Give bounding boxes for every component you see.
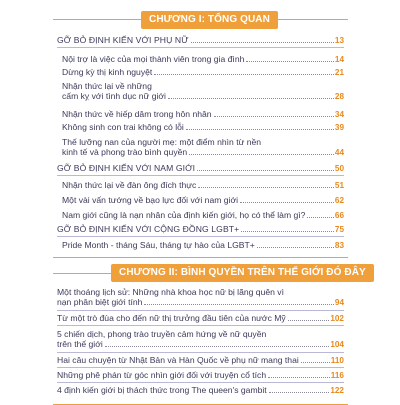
toc-entry-label: Dừng kỳ thị kinh nguyệt [62, 67, 153, 77]
dot-leader [154, 74, 334, 75]
toc-entry-label: Những phê phán từ góc nhìn giới đối với truyện cổ tích [57, 370, 267, 380]
toc-entry-label: GỠ BỎ ĐỊNH KIẾN VỚI PHỤ NỮ [57, 35, 189, 45]
toc-entry[interactable] [62, 67, 344, 77]
toc-entry[interactable] [62, 180, 344, 190]
toc-entry[interactable] [62, 109, 344, 119]
page-number: 39 [334, 123, 344, 132]
dot-leader [241, 231, 334, 232]
toc-entry-label: GỠ BỎ ĐỊNH KIẾN VỚI NAM GIỚI [57, 163, 196, 173]
page-number: 51 [334, 181, 344, 190]
page-number: 21 [334, 68, 344, 77]
toc-entry-label-line-2: nạn phân biệt giới tính [57, 297, 143, 307]
toc-entry-label: Từ một trò đùa cho đến nữ thị trưởng đầu tiên của nước Mỹ [57, 313, 286, 323]
dot-leader [240, 202, 334, 203]
page-number: 110 [330, 356, 344, 365]
page-number: 14 [334, 55, 344, 64]
dot-leader [268, 377, 330, 378]
toc-entry[interactable] [62, 210, 344, 220]
dot-leader [105, 346, 330, 347]
dot-leader [214, 116, 334, 117]
dot-leader [144, 304, 333, 305]
page-number: 34 [334, 110, 344, 119]
dot-leader [301, 362, 330, 363]
toc-entry-label-line-2: cấm kỵ với tình dục nữ giới [62, 91, 166, 101]
dot-leader [186, 129, 334, 130]
toc-entry-label: Nhận thức lại về đàn ông đích thực [62, 180, 197, 190]
divider [57, 310, 344, 311]
toc-entry-label-line-2: kinh tế và phong trào bình quyền [62, 147, 188, 157]
divider [57, 352, 344, 353]
page-number: 94 [334, 298, 344, 307]
toc-entry-label-line-1: Một thoáng lịch sử: Những nhà khoa học nữ bị lãng quên vì [57, 287, 284, 297]
page-number: 62 [334, 196, 344, 205]
page-number: 75 [334, 225, 344, 234]
toc-entry-label-line-1: Thế lưỡng nan của người mẹ: một điểm nhìn từ nền [62, 137, 262, 147]
dot-leader [257, 247, 334, 248]
toc-entry-label-line-2: trên thế giới [57, 339, 103, 349]
divider [57, 236, 344, 237]
page-number: 116 [330, 371, 344, 380]
toc-entry-label: Một vài vấn tướng về bạo lực đối với nam giới [62, 195, 239, 205]
dot-leader [288, 320, 330, 321]
toc-entry-label-line-1: Nhận thức lại về những [62, 81, 152, 91]
page-number: 104 [330, 340, 344, 349]
toc-entry[interactable] [57, 287, 344, 307]
toc-entry-section-lgbt[interactable] [57, 224, 344, 234]
dot-leader [189, 154, 334, 155]
toc-entry-label: Nội trợ là việc của mọi thành viên trong gia đình [62, 54, 245, 64]
toc-entry-label: Hai câu chuyện từ Nhật Bản và Hàn Quốc về phụ nữ mang thai [57, 355, 299, 365]
dot-leader [198, 187, 334, 188]
toc-entry[interactable] [57, 313, 344, 323]
page-number: 50 [334, 164, 344, 173]
dot-leader [307, 217, 333, 218]
toc-entry-label: GỠ BỎ ĐỊNH KIẾN VỚI CỘNG ĐỒNG LGBT+ [57, 224, 240, 234]
dot-leader [168, 98, 334, 99]
toc-entry[interactable] [62, 195, 344, 205]
toc-entry-label: 4 định kiến giới bị thách thức trong The queen's gambit [57, 385, 267, 395]
toc-entry-label: Nhận thức về hiếp dâm trong hôn nhân [62, 109, 212, 119]
divider [57, 367, 344, 368]
page-number: 122 [330, 386, 344, 395]
divider [57, 175, 344, 176]
toc-entry-label: Nam giới cũng là nạn nhân của định kiến giới, họ có thể làm gì? [62, 210, 306, 220]
toc-entry[interactable] [57, 355, 344, 365]
dot-leader [269, 392, 330, 393]
chapter-2-title: CHƯƠNG II: BÌNH QUYỀN TRÊN THẾ GIỚI ĐÓ ĐÂY [111, 264, 374, 282]
page-number: 83 [334, 241, 344, 250]
toc-entry[interactable] [57, 385, 344, 395]
divider [57, 325, 344, 326]
page-number: 28 [334, 92, 344, 101]
page-number: 66 [334, 211, 344, 220]
toc-entry[interactable] [62, 81, 344, 101]
dot-leader [197, 170, 334, 171]
dot-leader [191, 42, 334, 43]
toc-entry-label: Pride Month - tháng Sáu, tháng tự hào của LGBT+ [62, 240, 255, 250]
chapter-1-title: CHƯƠNG I: TỔNG QUAN [141, 11, 278, 29]
page-number: 102 [330, 314, 344, 323]
toc-entry[interactable] [62, 54, 344, 64]
toc-entry[interactable] [62, 122, 344, 132]
toc-entry-section-men[interactable] [57, 163, 344, 173]
dot-leader [246, 61, 334, 62]
toc-entry[interactable] [62, 240, 344, 250]
toc-entry[interactable] [62, 137, 344, 157]
toc-entry[interactable] [57, 329, 344, 349]
divider [57, 382, 344, 383]
page-number: 44 [334, 148, 344, 157]
page-number: 13 [334, 36, 344, 45]
toc-entry-label-line-1: 5 chiến dịch, phong trào truyền cảm hứng về nữ quyền [57, 329, 267, 339]
divider [57, 47, 344, 48]
toc-entry-section-women[interactable] [57, 35, 344, 45]
toc-entry-label: Không sinh con trai không có lỗi [62, 122, 184, 132]
toc-entry[interactable] [57, 370, 344, 380]
